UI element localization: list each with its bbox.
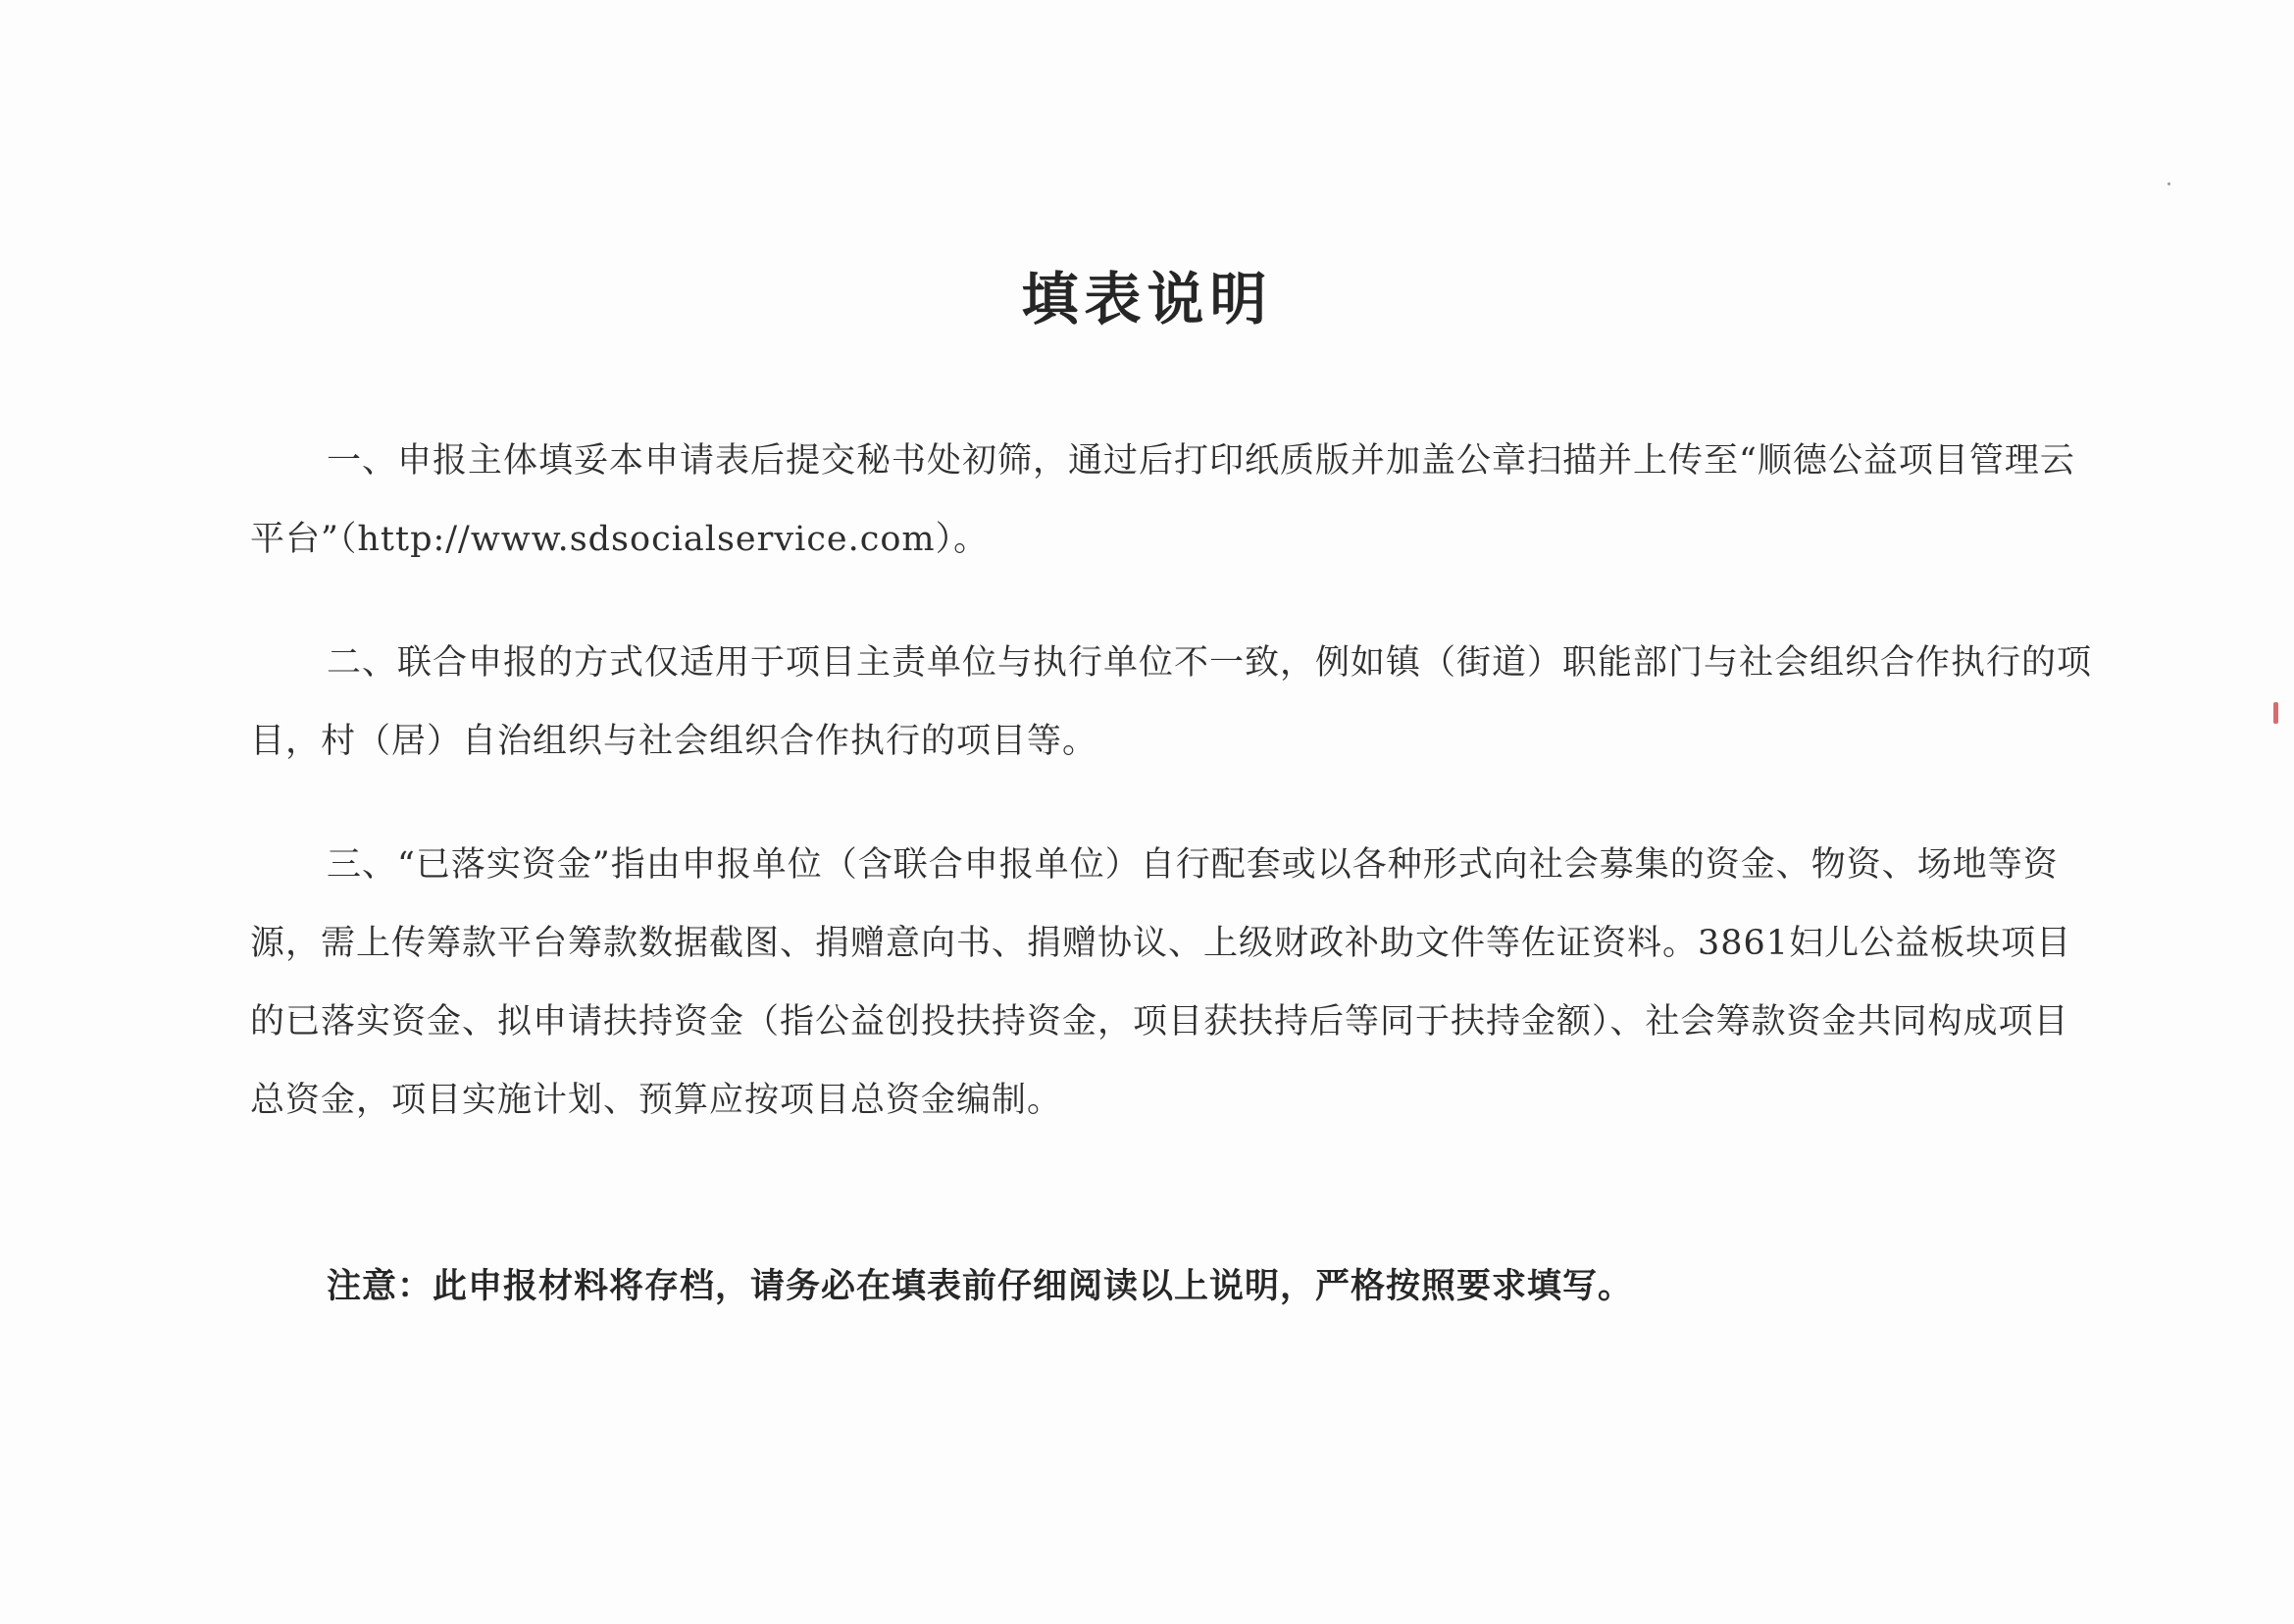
instruction-text-1: 一、申报主体填妥本申请表后提交秘书处初筛，通过后打印纸质版并加盖公章扫描并上传至“顺德公益项目管理云平台”（http://www.sdsocialservice.com）。 xyxy=(250,441,2075,559)
document-title: 填表说明 xyxy=(1021,266,1273,332)
instruction-text-2: 二、联合申报的方式仅适用于项目主责单位与执行单位不一致，例如镇（街道）职能部门与社会组织合作执行的项目，村（居）自治组织与社会组织合作执行的项目等。 xyxy=(250,643,2093,761)
scan-edge-mark xyxy=(2273,702,2278,724)
instruction-text-3: 三、“已落实资金”指由申报单位（含联合申报单位）自行配套或以各种形式向社会募集的资金、物资、场地等资源，需上传筹款平台筹款数据截图、捐赠意向书、捐赠协议、上级财政补助文件等佐证资料。3861妇儿公益板块项目的已落实资金、拟申请扶持资金（指公益创投扶持资金，项目获扶持后等同于扶持金额）、社会筹款资金共同构成项目总资金，项目实施计划、预算应按项目总资金编制。 xyxy=(250,845,2072,1120)
scan-dust-dot xyxy=(2167,182,2170,185)
instruction-paragraph-3 xyxy=(250,826,2094,1140)
attention-note: 注意：此申报材料将存档，请务必在填表前仔细阅读以上说明，严格按照要求填写。 xyxy=(327,1267,1634,1306)
instruction-paragraph-1 xyxy=(250,422,2094,579)
instruction-paragraph-2 xyxy=(250,624,2094,781)
